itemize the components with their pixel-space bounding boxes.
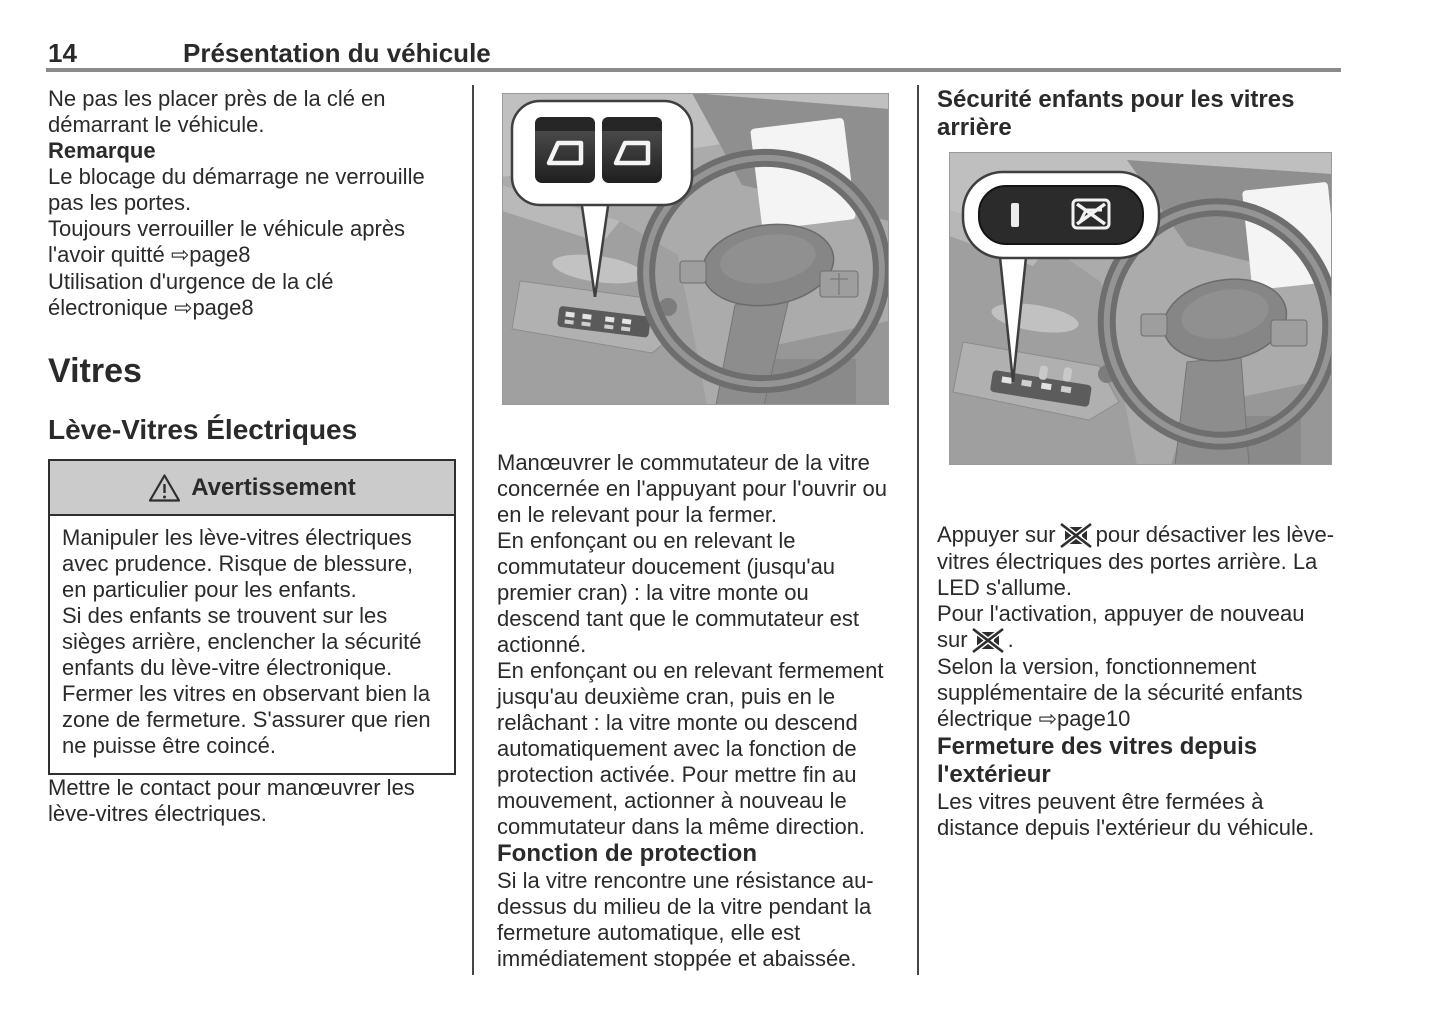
paragraph-text: Toujours verrouiller le véhicule après l'avoir quitté xyxy=(48,216,406,267)
section-title-vitres: Vitres xyxy=(48,352,142,390)
reference-page: page10 xyxy=(1056,706,1131,731)
reference-page: page8 xyxy=(189,242,251,267)
front-window-switch-icon xyxy=(602,117,662,183)
page-number: 14 xyxy=(48,38,77,68)
paragraph-text: Selon la version, fonctionnement supplémentaire de la sécurité enfants électrique xyxy=(937,654,1303,731)
window-switches-figure xyxy=(502,93,895,410)
paragraph: En enfonçant ou en relevant fermement jusqu'au deuxième cran, puis en le relâchant : la vitre monte ou descend automatiquement avec la fonction de protection activée. Pour mettre fin au mouvement, actionner à nouveau le commutateur dans la même direction. xyxy=(497,658,884,839)
warning-triangle-icon xyxy=(148,473,181,503)
rear-window-disable-icon xyxy=(1060,522,1092,549)
warning-box xyxy=(48,459,456,775)
car-interior-child-safety-image xyxy=(949,152,1332,465)
led-indicator xyxy=(1011,203,1019,227)
warning-paragraph: Si des enfants se trouvent sur les sièges arrière, enclencher la sécurité enfants du lève-vitre électronique. xyxy=(62,603,422,680)
warning-title: Avertissement xyxy=(191,473,356,501)
front-window-switch-icon xyxy=(535,117,595,183)
warning-paragraph: Fermer les vitres en observant bien la zone de fermeture. S'assurer que rien ne puisse être coincé. xyxy=(62,681,431,758)
paragraph-text: Appuyer sur xyxy=(937,522,1056,547)
subsection-title-fermeture-vitres: Fermeture des vitres depuis l'extérieur xyxy=(937,733,1258,788)
paragraph-text: pour désactiver les lève-vitres électriques des portes arrière. La LED s'allume. xyxy=(937,522,1335,600)
paragraph: Si la vitre rencontre une résistance au-dessus du milieu de la vitre pendant la fermeture automatique, elle est immédiatement stoppée et abaissée. xyxy=(497,868,874,971)
car-interior-window-switches-image xyxy=(502,93,889,405)
paragraph: Manœuvrer le commutateur de la vitre concernée en l'appuyant pour l'ouvrir ou en le relevant pour la fermer. xyxy=(497,450,887,527)
remark-label: Remarque xyxy=(48,138,156,163)
paragraph-text: . xyxy=(1007,627,1014,652)
subsection-title-leve-vitres: Lève-Vitres Électriques xyxy=(48,414,358,445)
subsection-title-fonction-protection: Fonction de protection xyxy=(497,840,757,867)
column-divider xyxy=(472,85,474,975)
paragraph xyxy=(48,269,456,322)
warning-paragraph: Manipuler les lève-vitres électriques avec prudence. Risque de blessure, en particulier pour les enfants. xyxy=(62,525,413,602)
paragraph: Les vitres peuvent être fermées à distance depuis l'extérieur du véhicule. xyxy=(937,789,1315,840)
page-reference[interactable] xyxy=(171,242,251,267)
paragraph: En enfonçant ou en relevant le commutateur doucement (jusqu'au premier cran) : la vitre monte ou descend tant que le commutateur est actionné. xyxy=(497,528,859,657)
column-left xyxy=(48,86,456,827)
page-reference[interactable] xyxy=(174,295,254,320)
paragraph-text: Pour l'activation, appuyer de nouveau sur xyxy=(937,601,1305,652)
paragraph: Le blocage du démarrage ne verrouille pas les portes. xyxy=(48,164,425,215)
paragraph xyxy=(48,216,456,269)
rear-window-disable-icon xyxy=(972,627,1004,654)
page-title: Présentation du véhicule xyxy=(183,38,491,68)
column-middle xyxy=(497,86,895,972)
warning-header xyxy=(50,461,454,516)
header-rule xyxy=(46,68,1341,72)
column-right xyxy=(937,86,1341,841)
column-divider xyxy=(917,85,919,975)
paragraph: Mettre le contact pour manœuvrer les lève-vitres électriques. xyxy=(48,775,415,826)
section-title-securite-enfants: Sécurité enfants pour les vitres arrière xyxy=(937,86,1295,141)
reference-arrow-icon: ⇨ xyxy=(1038,707,1057,732)
paragraph xyxy=(937,522,1341,601)
paragraph-text: Utilisation d'urgence de la clé électronique xyxy=(48,269,334,320)
page-reference[interactable] xyxy=(1039,706,1131,731)
reference-arrow-icon: ⇨ xyxy=(170,243,190,268)
reference-arrow-icon: ⇨ xyxy=(174,296,193,321)
paragraph xyxy=(937,654,1341,733)
reference-page: page8 xyxy=(192,295,254,320)
child-safety-switch-figure xyxy=(949,152,1341,470)
warning-body xyxy=(50,516,454,773)
paragraph xyxy=(937,601,1341,654)
child-safety-button-icon xyxy=(979,186,1143,244)
paragraph: Ne pas les placer près de la clé en démarrant le véhicule. xyxy=(48,86,386,137)
